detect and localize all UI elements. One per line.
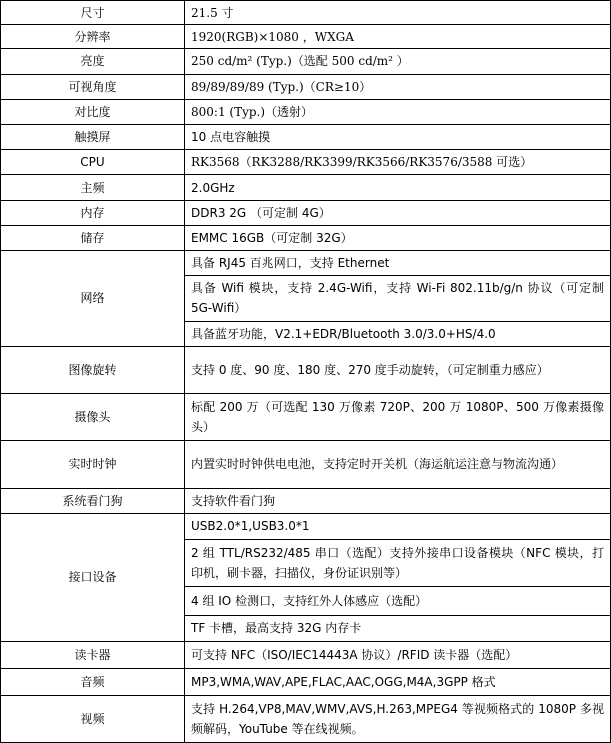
spec-value-brightness: 250 cd/m² (Typ.)（选配 500 cd/m² ） — [185, 49, 611, 74]
spec-label-audio: 音频 — [1, 669, 185, 695]
spec-label-cpu: CPU — [1, 150, 185, 175]
spec-label-size: 尺寸 — [1, 1, 185, 25]
table-row — [1, 641, 611, 668]
table-row — [1, 225, 611, 250]
spec-label-rotation: 图像旋转 — [1, 346, 185, 393]
table-row — [1, 1, 611, 25]
spec-value-size: 21.5 寸 — [185, 1, 611, 25]
spec-label-interfaces: 接口设备 — [1, 513, 185, 641]
table-row — [1, 251, 611, 276]
table-row — [1, 441, 611, 488]
spec-label-rtc: 实时时钟 — [1, 441, 185, 488]
spec-value-memory: DDR3 2G （可定制 4G） — [185, 200, 611, 225]
spec-label-brightness: 亮度 — [1, 49, 185, 74]
spec-value-interfaces-tf: TF 卡槽，最高支持 32G 内存卡 — [185, 615, 611, 641]
spec-label-touchscreen: 触摸屏 — [1, 125, 185, 150]
table-row — [1, 175, 611, 200]
spec-value-interfaces-io: 4 组 IO 检测口，支持红外人体感应（选配） — [185, 587, 611, 615]
table-row — [1, 125, 611, 150]
spec-value-viewing-angle: 89/89/89/89 (Typ.)（CR≥10） — [185, 74, 611, 99]
spec-label-video: 视频 — [1, 695, 185, 742]
table-row — [1, 99, 611, 124]
spec-label-frequency: 主频 — [1, 175, 185, 200]
spec-value-video: 支持 H.264,VP8,MAV,WMV,AVS,H.263,MPEG4 等视频格式的 1080P 多视频解码，YouTube 等在线视频。 — [185, 695, 611, 742]
spec-label-card-reader: 读卡器 — [1, 641, 185, 668]
spec-label-network: 网络 — [1, 251, 185, 347]
table-row — [1, 394, 611, 441]
spec-value-interfaces-usb: USB2.0*1,USB3.0*1 — [185, 513, 611, 539]
spec-value-storage: EMMC 16GB（可定制 32G） — [185, 225, 611, 250]
table-row — [1, 669, 611, 695]
spec-value-card-reader: 可支持 NFC（ISO/IEC14443A 协议）/RFID 读卡器（选配） — [185, 641, 611, 668]
table-row — [1, 150, 611, 175]
spec-label-watchdog: 系统看门狗 — [1, 488, 185, 513]
spec-label-storage: 储存 — [1, 225, 185, 250]
spec-label-contrast: 对比度 — [1, 99, 185, 124]
spec-value-frequency: 2.0GHz — [185, 175, 611, 200]
table-row — [1, 200, 611, 225]
spec-label-memory: 内存 — [1, 200, 185, 225]
spec-value-rtc: 内置实时时钟供电电池，支持定时开关机（海运航运注意与物流沟通） — [185, 441, 611, 488]
spec-value-camera: 标配 200 万（可选配 130 万像素 720P、200 万 1080P、500 万像素摄像头） — [185, 394, 611, 441]
table-row — [1, 74, 611, 99]
spec-value-network-bluetooth: 具备蓝牙功能，V2.1+EDR/Bluetooth 3.0/3.0+HS/4.0 — [185, 321, 611, 346]
table-row — [1, 513, 611, 539]
table-row — [1, 695, 611, 742]
spec-value-resolution: 1920(RGB)×1080 ，WXGA — [185, 25, 611, 49]
spec-value-cpu: RK3568（RK3288/RK3399/RK3566/RK3576/3588 可选） — [185, 150, 611, 175]
spec-value-rotation: 支持 0 度、90 度、180 度、270 度手动旋转，（可定制重力感应） — [185, 346, 611, 393]
table-row — [1, 488, 611, 513]
table-row — [1, 49, 611, 74]
spec-value-interfaces-serial: 2 组 TTL/RS232/485 串口（选配）支持外接串口设备模块（NFC 模块，打印机，刷卡器，扫描仪，身份证识别等） — [185, 540, 611, 587]
spec-value-network-ethernet: 具备 RJ45 百兆网口，支持 Ethernet — [185, 251, 611, 276]
spec-value-contrast: 800:1 (Typ.)（透射） — [185, 99, 611, 124]
spec-label-viewing-angle: 可视角度 — [1, 74, 185, 99]
table-row — [1, 346, 611, 393]
spec-label-camera: 摄像头 — [1, 394, 185, 441]
spec-value-touchscreen: 10 点电容触摸 — [185, 125, 611, 150]
table-row — [1, 25, 611, 49]
spec-value-watchdog: 支持软件看门狗 — [185, 488, 611, 513]
spec-value-audio: MP3,WMA,WAV,APE,FLAC,AAC,OGG,M4A,3GPP 格式 — [185, 669, 611, 695]
spec-value-network-wifi: 具备 Wifi 模块，支持 2.4G-Wifi，支持 Wi-Fi 802.11b/g/n 协议（可定制 5G-Wifi） — [185, 276, 611, 321]
spec-label-resolution: 分辨率 — [1, 25, 185, 49]
